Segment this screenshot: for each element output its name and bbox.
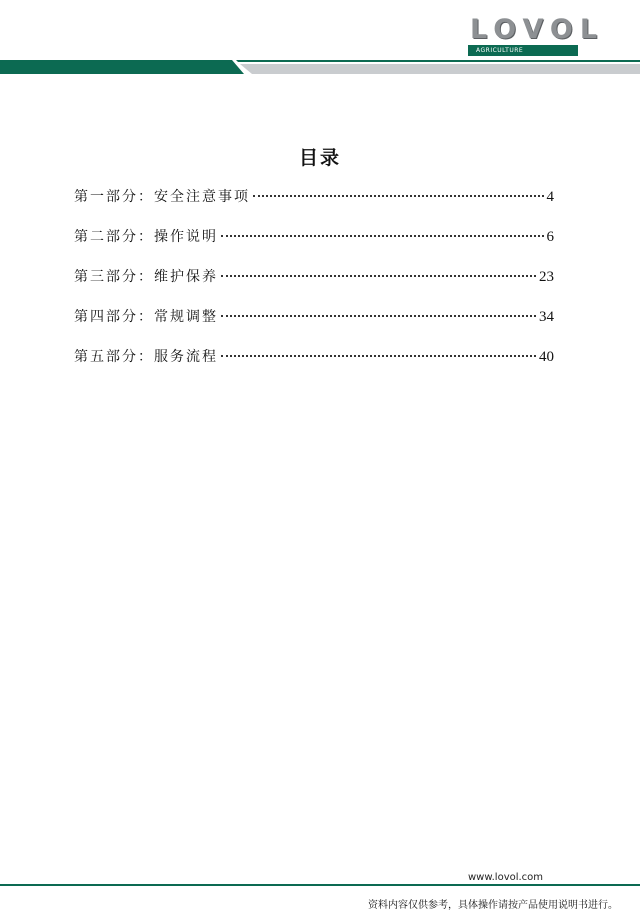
toc-entry[interactable] bbox=[74, 306, 554, 346]
header-green-stripe bbox=[0, 60, 244, 74]
lovol-logo bbox=[466, 14, 616, 60]
toc-leader-dots bbox=[221, 314, 536, 317]
toc-leader-dots bbox=[221, 234, 544, 237]
footer-url[interactable]: www.lovol.com bbox=[462, 872, 549, 883]
toc-entry[interactable] bbox=[74, 226, 554, 266]
toc-list bbox=[74, 186, 554, 386]
toc-entry-label: 第五部分：服务流程 bbox=[74, 349, 218, 365]
toc-entry[interactable] bbox=[74, 346, 554, 386]
logo-subtext: AGRICULTURE bbox=[468, 45, 578, 56]
header-band bbox=[0, 58, 640, 78]
header-gray-stripe bbox=[240, 64, 640, 74]
toc-entry[interactable] bbox=[74, 266, 554, 306]
header-top-rule bbox=[236, 60, 640, 62]
toc-entry-page: 4 bbox=[546, 189, 554, 205]
toc-entry-page: 23 bbox=[539, 269, 554, 285]
toc-entry-label: 第三部分：维护保养 bbox=[74, 269, 218, 285]
toc-leader-dots bbox=[221, 354, 536, 357]
page-title: 目录 bbox=[298, 147, 341, 169]
toc-entry-label: 第一部分：安全注意事项 bbox=[74, 189, 250, 205]
toc-leader-dots bbox=[253, 194, 544, 197]
footer-rule bbox=[0, 884, 640, 890]
footer-disclaimer: 资料内容仅供参考，具体操作请按产品使用说明书进行。 bbox=[368, 900, 618, 911]
toc-entry-label: 第四部分：常规调整 bbox=[74, 309, 218, 325]
toc-entry-page: 6 bbox=[546, 229, 554, 245]
toc-leader-dots bbox=[221, 274, 536, 277]
toc-entry[interactable] bbox=[74, 186, 554, 226]
toc-entry-page: 34 bbox=[539, 309, 554, 325]
toc-entry-label: 第二部分：操作说明 bbox=[74, 229, 218, 245]
toc-entry-page: 40 bbox=[539, 349, 554, 365]
logo-wordmark: LOVOL bbox=[470, 14, 605, 45]
